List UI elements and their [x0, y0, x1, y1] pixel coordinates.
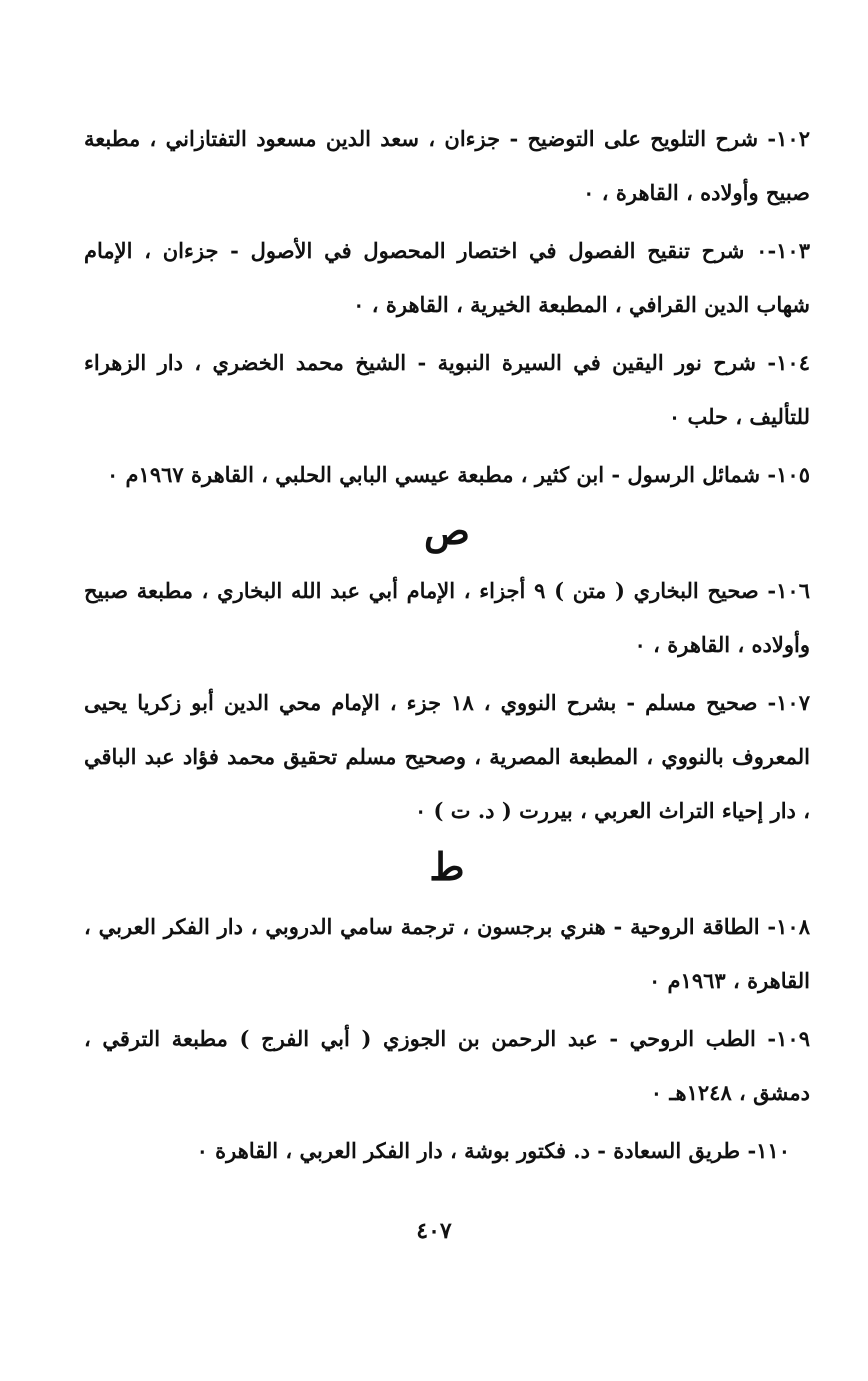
bibliography-entry-107: ١٠٧- صحيح مسلم - بشرح النووي ، ١٨ جزء ، الإمام محي الدين أبو زكريا يحيى المعروف بالنووي ، المطبعة المصرية ، وصحيح مسلم تحقيق محمد فؤاد عبد الباقي ، دار إحياء التراث العربي ، بيررت ( د. ت ) ٠: [84, 690, 810, 823]
page-number: ٤٠٧: [416, 1218, 452, 1244]
bibliography-entry-102: ١٠٢- شرح التلويح على التوضيح - جزءان ، سعد الدين مسعود التفتازاني ، مطبعة صبيح وأولاده ، القاهرة ، ٠: [84, 126, 810, 205]
bibliography-entry-104: ١٠٤- شرح نور اليقين في السيرة النبوية - الشيخ محمد الخضري ، دار الزهراء للتأليف ، حلب ٠: [84, 350, 810, 429]
bibliography-entry-110: ١١٠- طريق السعادة - د. فكتور بوشة ، دار الفكر العربي ، القاهرة ٠: [196, 1138, 790, 1163]
bibliography-entry-108: ١٠٨- الطاقة الروحية - هنري برجسون ، ترجمة سامي الدروبي ، دار الفكر العربي ، القاهرة ، ١٩٦٣م ٠: [84, 914, 810, 993]
section-letter-sad: ص: [424, 508, 470, 553]
bibliography-entry-106: ١٠٦- صحيح البخاري ( متن ) ٩ أجزاء ، الإمام أبي عبد الله البخاري ، مطبعة صبيح وأولاده ، القاهرة ، ٠: [84, 578, 810, 657]
bibliography-entry-105: ١٠٥- شمائل الرسول - ابن كثير ، مطبعة عيسي البابي الحلبي ، القاهرة ١٩٦٧م ٠: [106, 462, 810, 487]
bibliography-entry-109: ١٠٩- الطب الروحي - عبد الرحمن بن الجوزي ( أبي الفرج ) مطبعة الترقي ، دمشق ، ١٢٤٨هـ ٠: [84, 1026, 810, 1105]
section-letter-ta: ط: [429, 844, 465, 889]
bibliography-entry-103: ١٠٣-٠ شرح تنقيح الفصول في اختصار المحصول في الأصول - جزءان ، الإمام شهاب الدين القرافي ، المطبعة الخيرية ، القاهرة ، ٠: [84, 238, 810, 317]
bibliography-page: [84, 112, 810, 1182]
